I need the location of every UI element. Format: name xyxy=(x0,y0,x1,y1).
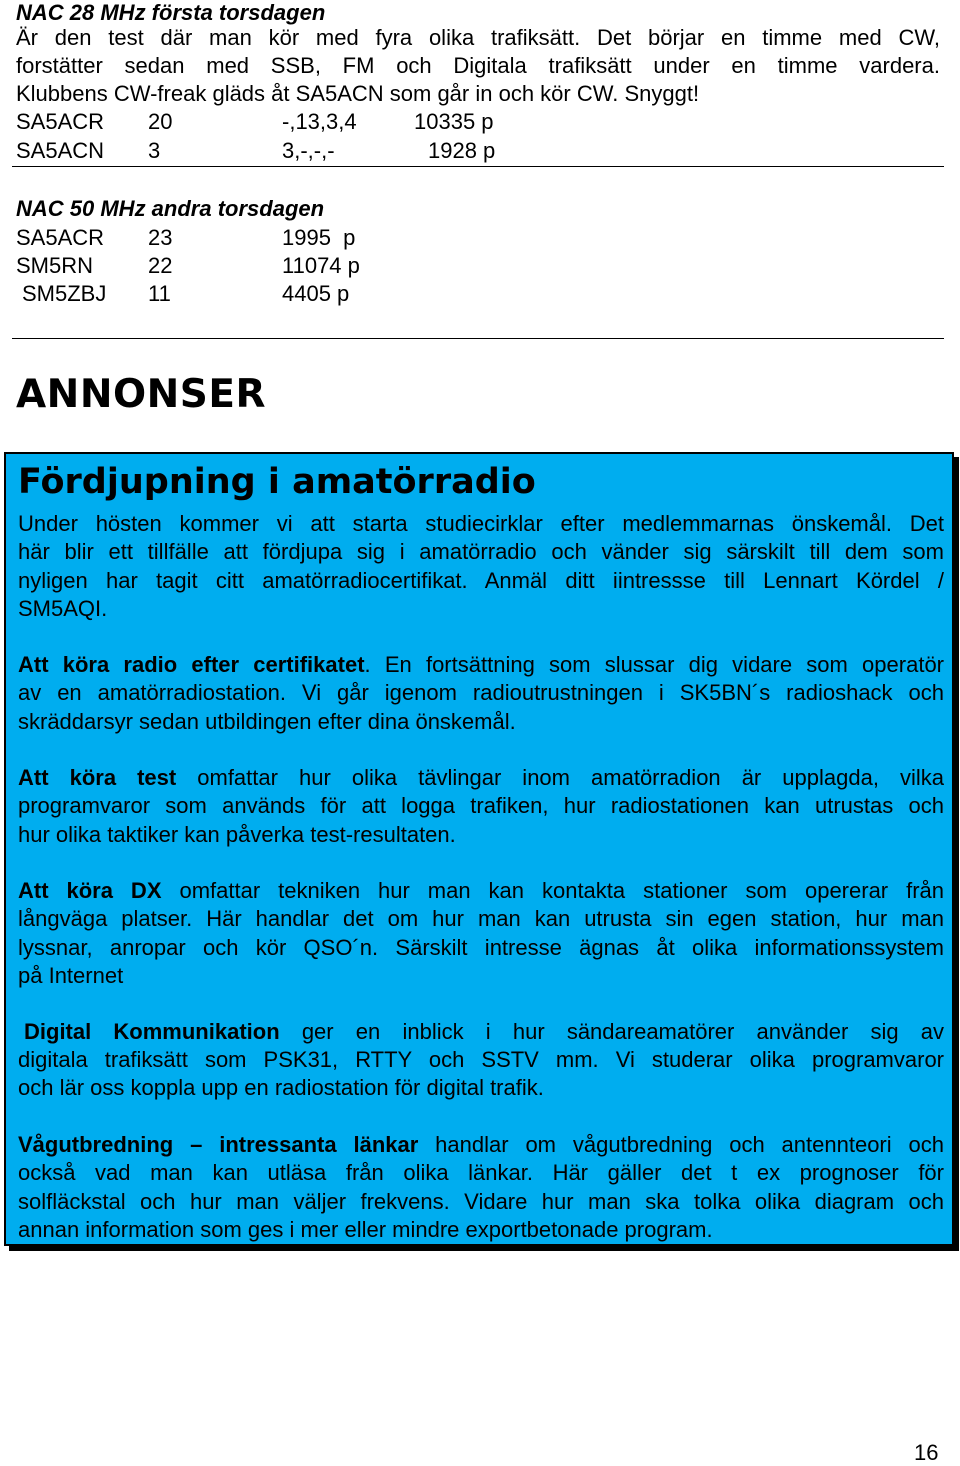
ad-section-line: digitala trafiksätt som PSK31, RTTY och SSTV mm. Vi studerar olika programvaror xyxy=(18,1047,944,1072)
ad-section-test xyxy=(18,764,944,849)
ad-section-title: Vågutbredning – intressanta länkar xyxy=(18,1132,419,1157)
ad-section-line xyxy=(18,877,944,905)
call-sign: SM5ZBJ xyxy=(22,281,107,306)
call-sign: SA5ACR xyxy=(16,225,105,250)
qso-count: 11 xyxy=(148,281,171,306)
ad-intro-line: Under hösten kommer vi att starta studiecirklar efter medlemmarnas önskemål. Det xyxy=(18,511,944,536)
ad-section-title: Att köra radio efter certifikatet xyxy=(18,652,365,677)
multipliers: -,13,3,4 xyxy=(282,109,357,134)
ad-section-text: omfattar hur olika tävlingar inom amatörradion är upplagda, vilka xyxy=(176,765,945,790)
qso-count: 22 xyxy=(148,253,173,278)
call-sign: SA5ACR xyxy=(16,109,105,134)
ad-section-line xyxy=(18,651,944,679)
multipliers: 3,-,-,- xyxy=(282,138,335,163)
ad-section-radio xyxy=(18,651,944,736)
annonser-heading: ANNONSER xyxy=(16,372,267,417)
ad-section-line: annan information som ges i mer eller mindre exportbetonade program. xyxy=(18,1216,713,1242)
ad-intro-line: här blir ett tillfälle att fördjupa sig i amatörradio och vänder sig särskilt till dem som xyxy=(18,539,944,565)
points: 10335 p xyxy=(414,109,494,134)
nac50-heading: NAC 50 MHz andra torsdagen xyxy=(16,196,325,221)
ad-section-line: hur olika taktiker kan påverka test-resultaten. xyxy=(18,821,456,847)
ad-section-title: Att köra test xyxy=(18,765,177,790)
points: 4405 p xyxy=(282,281,350,306)
ad-section-line: långväga platser. Här handlar det om hur man kan utrusta sin egen station, hur man xyxy=(18,906,944,932)
nac28-heading: NAC 28 MHz första torsdagen xyxy=(16,0,326,25)
ad-section-title: Digital Kommunikation xyxy=(24,1019,280,1044)
ad-section-line xyxy=(24,1018,944,1046)
points: 11074 p xyxy=(282,253,360,278)
ad-section-propagation xyxy=(18,1131,944,1244)
call-sign: SM5RN xyxy=(16,253,94,278)
nac28-line-2: forstätter sedan med SSB, FM och Digitala trafiksätt under en timme vardera. xyxy=(16,53,940,78)
ad-section-title: Att köra DX xyxy=(18,878,162,903)
ad-section-line: också vad man kan utläsa från olika länkar. Här gäller det t ex prognoser för xyxy=(18,1160,944,1186)
ad-section-line xyxy=(18,764,944,792)
ad-section-text: ger en inblick i hur sändareamatörer använder sig av xyxy=(279,1019,945,1044)
ad-section-line: och lär oss koppla upp en radiostation för digital trafik. xyxy=(18,1075,544,1101)
ad-box xyxy=(4,452,954,1246)
ad-section-line: lyssnar, anropar och kör QSO´n. Särskilt intresse ägnas åt olika informationssystem xyxy=(18,934,944,960)
ad-section-line: på Internet xyxy=(18,962,124,988)
ad-section-line xyxy=(18,1131,944,1159)
nac28-line-3: Klubbens CW-freak gläds åt SA5ACN som går in och kör CW. Snyggt! xyxy=(16,81,700,106)
qso-count: 3 xyxy=(148,138,161,163)
ad-section-line: programvaror som används för att logga trafiken, hur radiostationen kan utrustas och xyxy=(18,793,944,819)
qso-count: 20 xyxy=(148,109,173,134)
nac28-line-1: Är den test där man kör med fyra olika trafiksätt. Det börjar en timme med CW, xyxy=(16,25,940,50)
ad-section-line: skräddarsyr sedan utbildingen efter dina önskemål. xyxy=(18,708,516,734)
points: 1995 p xyxy=(282,225,356,250)
ad-intro xyxy=(18,510,944,623)
ad-section-digital-cont xyxy=(18,1046,944,1103)
call-sign: SA5ACN xyxy=(16,138,105,163)
ad-section-line: solfläckstal och hur man väljer frekvens. Vidare hur man ska tolka olika diagram och xyxy=(18,1188,944,1214)
ad-section-digital xyxy=(24,1018,944,1046)
ad-section-text: handlar om vågutbredning och antennteori och xyxy=(418,1132,944,1157)
points: 1928 p xyxy=(428,138,496,163)
ad-section-text: omfattar tekniken hur man kan kontakta stationer som opererar från xyxy=(161,878,944,903)
ad-intro-line: nyligen har tagit citt amatörradiocertifikat. Anmäl ditt iintressse till Lennart Kördel / xyxy=(18,567,944,593)
page-number: 16 xyxy=(914,1440,939,1465)
ad-intro-line: SM5AQI. xyxy=(18,595,108,621)
ad-section-line: av en amatörradiostation. Vi går igenom radioutrustningen i SK5BN´s radioshack och xyxy=(18,680,944,706)
ad-title: Fördjupning i amatörradio xyxy=(18,462,536,502)
ad-section-text: . En fortsättning som slussar dig vidare som operatör xyxy=(364,652,945,677)
ad-section-dx xyxy=(18,877,944,990)
section-divider xyxy=(12,166,944,167)
section-divider xyxy=(12,338,944,339)
qso-count: 23 xyxy=(148,225,173,250)
